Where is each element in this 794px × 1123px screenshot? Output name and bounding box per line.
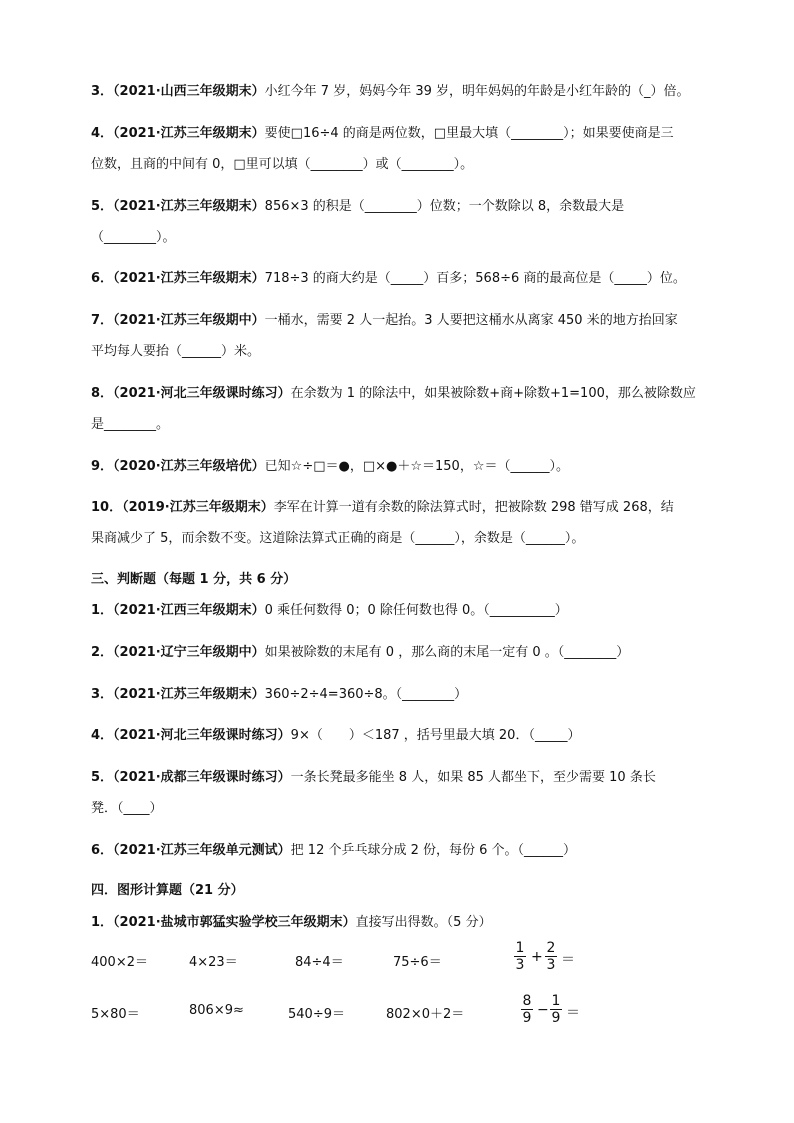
question-text: 9×（ ）＜187 ，括号里最大填 20．（_____） xyxy=(290,728,581,743)
judge-4 xyxy=(91,727,580,745)
question-number: 6． xyxy=(91,843,114,858)
question-text: 在余数为 1 的除法中，如果被除数+商+除数+1=100，那么被除数应 xyxy=(290,386,696,401)
question-source: （2021·江苏三年级单元测试） xyxy=(113,843,291,858)
question-5-cont xyxy=(91,229,176,247)
judge-6 xyxy=(91,842,576,860)
question-source: （2021·江苏三年级期中） xyxy=(113,313,265,328)
question-4 xyxy=(91,125,674,143)
question-8-cont xyxy=(91,416,169,434)
question-source: （2021·盐城市郭猛实验学校三年级期末） xyxy=(113,915,356,930)
judge-5-cont xyxy=(91,800,163,818)
question-text: 一条长凳最多能坐 8 人，如果 85 人都坐下，至少需要 10 条长 xyxy=(290,770,656,785)
question-text: 360÷2÷4=360÷8。（________） xyxy=(264,687,468,702)
plus-operator: + xyxy=(531,949,543,965)
question-number: 6． xyxy=(91,271,114,286)
fraction-denominator: 3 xyxy=(515,957,525,973)
question-number: 8． xyxy=(91,386,114,401)
calc-item: 802×0＋2＝ xyxy=(386,1007,465,1022)
calc-item: 5×80＝ xyxy=(91,1007,140,1022)
question-text: 0 乘任何数得 0；0 除任何数也得 0。（__________） xyxy=(264,603,568,618)
calc-item: 75÷6＝ xyxy=(393,955,442,970)
judge-5 xyxy=(91,769,656,787)
question-text: 小红今年 7 岁，妈妈今年 39 岁，明年妈妈的年龄是小红年龄的（_）倍。 xyxy=(264,84,690,99)
calc-item: 4×23＝ xyxy=(189,955,238,970)
question-source: （2021·山西三年级期末） xyxy=(113,84,265,99)
question-source: （2021·江苏三年级期末） xyxy=(113,199,265,214)
calc-item: 84÷4＝ xyxy=(295,955,344,970)
question-number: 1． xyxy=(91,603,114,618)
question-number: 9． xyxy=(91,459,114,474)
question-number: 5． xyxy=(91,199,114,214)
question-6 xyxy=(91,270,686,288)
question-number: 4． xyxy=(91,126,114,141)
question-number: 2． xyxy=(91,645,114,660)
question-text: 果商减少了 5，而余数不变。这道除法算式正确的商是（______），余数是（______）。 xyxy=(91,531,585,546)
question-source: （2021·江苏三年级期末） xyxy=(113,271,265,286)
question-7 xyxy=(91,312,678,330)
question-text: 一桶水，需要 2 人一起抬。3 人要把这桶水从离家 450 米的地方抬回家 xyxy=(264,313,678,328)
question-10 xyxy=(91,499,674,517)
question-text: 已知☆÷□＝●，□×●＋☆＝150，☆＝（______）。 xyxy=(264,459,569,474)
question-number: 3． xyxy=(91,687,114,702)
fraction-denominator: 3 xyxy=(546,957,556,973)
question-9 xyxy=(91,458,569,476)
equals-sign: ＝ xyxy=(561,952,575,968)
calc-item: 806×9≈ xyxy=(189,1003,244,1018)
question-10-cont xyxy=(91,530,584,548)
question-number: 7． xyxy=(91,313,114,328)
fraction-numerator: 1 xyxy=(515,940,525,956)
fraction xyxy=(521,993,533,1026)
question-4-cont xyxy=(91,156,473,174)
question-source: （2021·河北三年级课时练习） xyxy=(113,728,291,743)
question-source: （2021·江苏三年级期末） xyxy=(113,687,265,702)
calc-question-1 xyxy=(91,914,492,932)
question-3 xyxy=(91,83,690,101)
section-3-title: 三、判断题（每题 1 分，共 6 分） xyxy=(91,572,297,587)
fraction-numerator: 2 xyxy=(546,940,556,956)
question-7-cont xyxy=(91,343,260,361)
question-8 xyxy=(91,385,696,403)
question-text: 平均每人要抬（______）米。 xyxy=(91,344,261,359)
question-source: （2021·河北三年级课时练习） xyxy=(113,386,291,401)
question-text: （________）。 xyxy=(91,230,176,245)
question-source: （2019·江苏三年级期末） xyxy=(122,500,274,515)
fraction xyxy=(545,940,557,973)
section-4-title: 四．图形计算题（21 分） xyxy=(91,883,244,898)
question-source: （2021·江西三年级期末） xyxy=(113,603,265,618)
question-text: 856×3 的积是（________）位数；一个数除以 8，余数最大是 xyxy=(264,199,625,214)
question-number: 1． xyxy=(91,915,114,930)
fraction-denominator: 9 xyxy=(551,1010,561,1026)
judge-2 xyxy=(91,644,629,662)
question-source: （2021·成都三年级课时练习） xyxy=(113,770,291,785)
judge-3 xyxy=(91,686,467,704)
question-number: 10． xyxy=(91,500,123,515)
fraction-denominator: 9 xyxy=(522,1010,532,1026)
question-text: 李军在计算一道有余数的除法算式时，把被除数 298 错写成 268，结 xyxy=(273,500,674,515)
question-text: 把 12 个乒乓球分成 2 份，每份 6 个。（______） xyxy=(290,843,577,858)
question-5 xyxy=(91,198,624,216)
calc-item: 400×2＝ xyxy=(91,955,148,970)
question-source: （2021·江苏三年级期末） xyxy=(113,126,265,141)
fraction xyxy=(550,993,562,1026)
judge-1 xyxy=(91,602,568,620)
question-text: 如果被除数的末尾有 0 ，那么商的末尾一定有 0 。（________） xyxy=(264,645,630,660)
fraction xyxy=(514,940,526,973)
minus-operator: − xyxy=(537,1002,549,1018)
question-source: （2020·江苏三年级培优） xyxy=(113,459,265,474)
question-source: （2021·辽宁三年级期中） xyxy=(113,645,265,660)
question-text: 是________。 xyxy=(91,417,170,432)
question-text: 718÷3 的商大约是（_____）百多；568÷6 商的最高位是（_____）位。 xyxy=(264,271,686,286)
question-text: 直接写出得数。（5 分） xyxy=(355,915,492,930)
fraction-numerator: 1 xyxy=(551,993,561,1009)
question-number: 3． xyxy=(91,84,114,99)
question-number: 5． xyxy=(91,770,114,785)
question-text: 要使□16÷4 的商是两位数，□里最大填（________）；如果要使商是三 xyxy=(264,126,674,141)
question-text: 凳．（____） xyxy=(91,801,163,816)
fraction-numerator: 8 xyxy=(522,993,532,1009)
calc-item: 540÷9＝ xyxy=(288,1007,345,1022)
question-number: 4． xyxy=(91,728,114,743)
question-text: 位数，且商的中间有 0，□里可以填（________）或（________）。 xyxy=(91,157,474,172)
equals-sign: ＝ xyxy=(566,1005,580,1021)
